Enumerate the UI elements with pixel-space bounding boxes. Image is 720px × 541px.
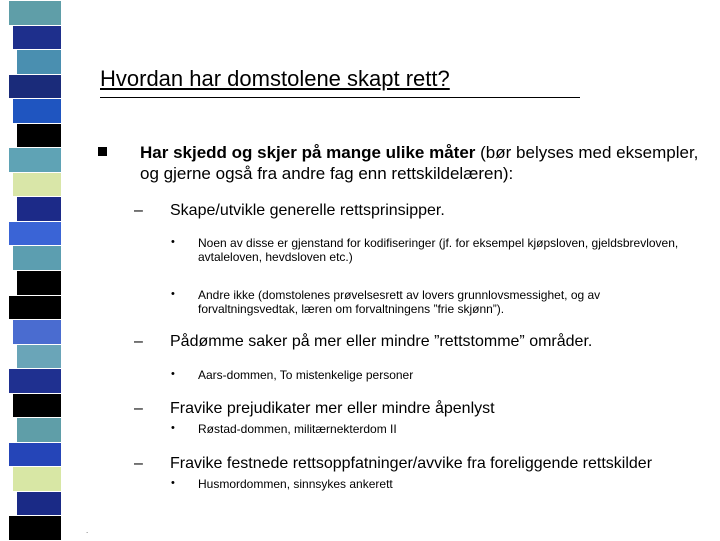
- decorative-sidebar-stripe: [0, 0, 70, 540]
- stripe-cell: [8, 368, 62, 394]
- stripe-cell: [16, 49, 62, 75]
- stripe-cell: [8, 515, 62, 541]
- stripe-cell: [16, 123, 62, 149]
- stripe-cell: [8, 74, 62, 100]
- list-item: Husmordommen, sinnsykes ankerett: [198, 477, 393, 491]
- stripe-cell: [8, 295, 62, 321]
- list-item: Røstad-dommen, militærnekterdom II: [198, 422, 397, 436]
- stripe-cell: [12, 172, 62, 198]
- main-point-rest: (bør belyses med eksempler, og gjerne også fra andre fag enn rettskildelæren):: [140, 143, 699, 183]
- stripe-cell: [16, 196, 62, 222]
- main-point: [140, 142, 700, 184]
- section-heading-1: [170, 202, 445, 220]
- list-item: Aars-dommen, To mistenkelige personer: [198, 368, 414, 382]
- stripe-cell: [12, 319, 62, 345]
- section-dash-4: –: [134, 455, 143, 472]
- section-dash-3: –: [134, 400, 143, 417]
- bullet-dot-icon: •: [171, 477, 175, 489]
- title-underline-rule: [100, 97, 580, 98]
- section-heading-1-end: .: [440, 202, 445, 219]
- footer-mark: .: [86, 526, 89, 535]
- section-heading-2-end: .: [587, 333, 593, 350]
- bullet-dot-icon: •: [171, 422, 175, 434]
- section-heading-1-text: Skape/utvikle generelle rettsprinsipper: [170, 202, 441, 219]
- section-heading-2-text: Pådømme saker på mer eller mindre ”rettstomme” områder: [170, 333, 588, 350]
- stripe-cell: [8, 147, 62, 173]
- stripe-cell: [16, 491, 62, 517]
- list-item: Noen av disse er gjenstand for kodifiseringer (jf. for eksempel kjøpsloven, gjeldsbrevloven, avtaleloven, hevdsloven etc.): [198, 236, 679, 264]
- section-heading-4: [170, 455, 652, 473]
- stripe-cell: [16, 417, 62, 443]
- bullet-dot-icon: •: [171, 288, 175, 300]
- stripe-cell: [16, 344, 62, 370]
- list-item: Andre ikke (domstolenes prøvelsesrett av lovers grunnlovsmessighet, og av forvaltningsvedtak, læren om forvaltningens ”frie skjønn”).: [198, 288, 601, 316]
- section-dash-1: –: [134, 202, 143, 219]
- stripe-cell: [12, 245, 62, 271]
- stripe-cell: [8, 442, 62, 468]
- section-dash-2: –: [134, 333, 143, 350]
- square-bullet-icon: [98, 147, 107, 156]
- section-heading-3: [170, 400, 495, 418]
- stripe-cell: [12, 466, 62, 492]
- bullet-dot-icon: •: [171, 236, 175, 248]
- stripe-cell: [12, 393, 62, 419]
- stripe-cell: [16, 270, 62, 296]
- stripe-cell: [12, 98, 62, 124]
- slide-title: Hvordan har domstolene skapt rett?: [100, 66, 450, 91]
- stripe-cell: [12, 25, 62, 51]
- stripe-cell: [8, 0, 62, 26]
- main-point-bold: Har skjedd og skjer på mange ulike måter: [140, 143, 476, 162]
- section-heading-2: [170, 333, 592, 351]
- stripe-cell: [8, 221, 62, 247]
- bullet-dot-icon: •: [171, 368, 175, 380]
- section-heading-3-text: Fravike prejudikater mer eller mindre åpenlyst: [170, 400, 495, 417]
- section-heading-4-text: Fravike festnede rettsoppfatninger/avvike fra foreliggende rettskilder: [170, 455, 653, 472]
